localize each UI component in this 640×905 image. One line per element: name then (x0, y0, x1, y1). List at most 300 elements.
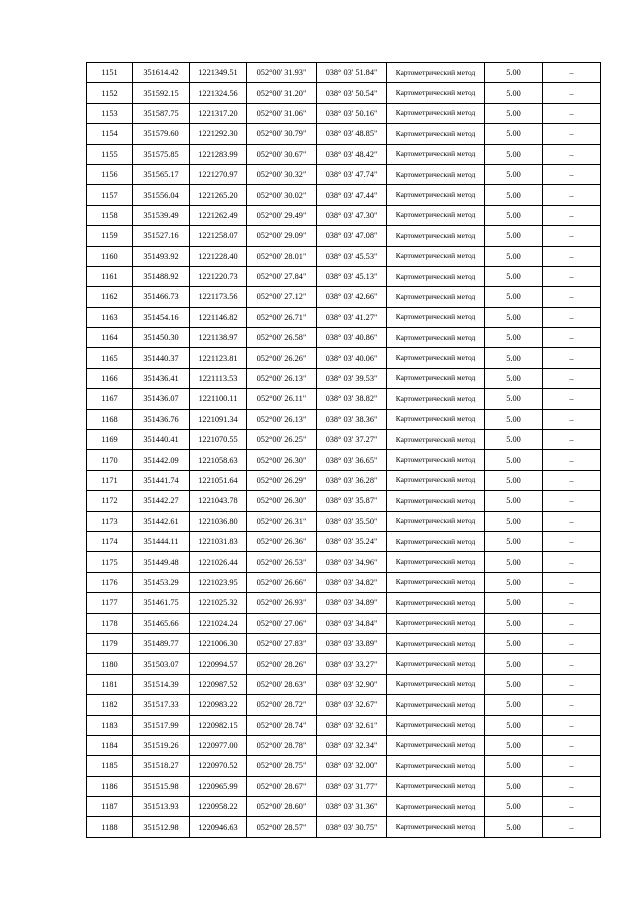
y-coordinate-cell: 1221173.56 (190, 287, 247, 307)
y-coordinate-cell: 1221324.56 (190, 83, 247, 103)
note-cell: – (543, 491, 601, 511)
y-coordinate-cell: 1221349.51 (190, 63, 247, 83)
x-coordinate-cell: 351565.17 (133, 164, 190, 184)
point-number-cell: 1161 (87, 266, 133, 286)
latitude-cell: 052°00' 26.36" (247, 531, 317, 551)
coordinates-table (86, 62, 601, 838)
table-row (87, 776, 601, 796)
method-cell: Картометрический метод (387, 226, 485, 246)
longitude-cell: 038° 03' 32.90" (317, 674, 387, 694)
note-cell: – (543, 246, 601, 266)
point-number-cell: 1156 (87, 164, 133, 184)
table-row (87, 348, 601, 368)
latitude-cell: 052°00' 26.93" (247, 593, 317, 613)
point-number-cell: 1181 (87, 674, 133, 694)
note-cell: – (543, 83, 601, 103)
longitude-cell: 038° 03' 41.27" (317, 307, 387, 327)
accuracy-cell: 5.00 (485, 797, 543, 817)
x-coordinate-cell: 351519.26 (133, 735, 190, 755)
x-coordinate-cell: 351442.27 (133, 491, 190, 511)
longitude-cell: 038° 03' 35.50" (317, 511, 387, 531)
note-cell: – (543, 450, 601, 470)
y-coordinate-cell: 1220965.99 (190, 776, 247, 796)
table-row (87, 430, 601, 450)
longitude-cell: 038° 03' 32.00" (317, 756, 387, 776)
accuracy-cell: 5.00 (485, 164, 543, 184)
note-cell: – (543, 797, 601, 817)
longitude-cell: 038° 03' 45.53" (317, 246, 387, 266)
point-number-cell: 1176 (87, 572, 133, 592)
table-row (87, 470, 601, 490)
point-number-cell: 1174 (87, 531, 133, 551)
note-cell: – (543, 552, 601, 572)
table-row (87, 226, 601, 246)
x-coordinate-cell: 351465.66 (133, 613, 190, 633)
method-cell: Картометрический метод (387, 63, 485, 83)
x-coordinate-cell: 351503.07 (133, 654, 190, 674)
y-coordinate-cell: 1221070.55 (190, 430, 247, 450)
longitude-cell: 038° 03' 35.87" (317, 491, 387, 511)
point-number-cell: 1184 (87, 735, 133, 755)
y-coordinate-cell: 1221146.82 (190, 307, 247, 327)
x-coordinate-cell: 351517.33 (133, 695, 190, 715)
table-row (87, 307, 601, 327)
latitude-cell: 052°00' 27.12" (247, 287, 317, 307)
table-row (87, 572, 601, 592)
accuracy-cell: 5.00 (485, 226, 543, 246)
y-coordinate-cell: 1221026.44 (190, 552, 247, 572)
accuracy-cell: 5.00 (485, 531, 543, 551)
method-cell: Картометрический метод (387, 797, 485, 817)
latitude-cell: 052°00' 26.58" (247, 328, 317, 348)
x-coordinate-cell: 351518.27 (133, 756, 190, 776)
x-coordinate-cell: 351539.49 (133, 205, 190, 225)
point-number-cell: 1179 (87, 633, 133, 653)
latitude-cell: 052°00' 29.49" (247, 205, 317, 225)
point-number-cell: 1167 (87, 389, 133, 409)
note-cell: – (543, 817, 601, 837)
method-cell: Картометрический метод (387, 307, 485, 327)
longitude-cell: 038° 03' 48.42" (317, 144, 387, 164)
table-row (87, 715, 601, 735)
accuracy-cell: 5.00 (485, 654, 543, 674)
y-coordinate-cell: 1221292.30 (190, 124, 247, 144)
method-cell: Картометрический метод (387, 511, 485, 531)
latitude-cell: 052°00' 30.79" (247, 124, 317, 144)
table-row (87, 83, 601, 103)
note-cell: – (543, 328, 601, 348)
latitude-cell: 052°00' 28.78" (247, 735, 317, 755)
x-coordinate-cell: 351441.74 (133, 470, 190, 490)
note-cell: – (543, 164, 601, 184)
note-cell: – (543, 531, 601, 551)
accuracy-cell: 5.00 (485, 695, 543, 715)
longitude-cell: 038° 03' 33.27" (317, 654, 387, 674)
latitude-cell: 052°00' 28.01" (247, 246, 317, 266)
longitude-cell: 038° 03' 47.30" (317, 205, 387, 225)
x-coordinate-cell: 351488.92 (133, 266, 190, 286)
note-cell: – (543, 511, 601, 531)
table-row (87, 613, 601, 633)
latitude-cell: 052°00' 26.66" (247, 572, 317, 592)
point-number-cell: 1173 (87, 511, 133, 531)
table-row (87, 674, 601, 694)
longitude-cell: 038° 03' 30.75" (317, 817, 387, 837)
longitude-cell: 038° 03' 32.61" (317, 715, 387, 735)
latitude-cell: 052°00' 31.20" (247, 83, 317, 103)
accuracy-cell: 5.00 (485, 287, 543, 307)
longitude-cell: 038° 03' 32.67" (317, 695, 387, 715)
y-coordinate-cell: 1220983.22 (190, 695, 247, 715)
method-cell: Картометрический метод (387, 205, 485, 225)
x-coordinate-cell: 351442.61 (133, 511, 190, 531)
table-row (87, 511, 601, 531)
latitude-cell: 052°00' 26.71" (247, 307, 317, 327)
table-row (87, 389, 601, 409)
method-cell: Картометрический метод (387, 552, 485, 572)
method-cell: Картометрический метод (387, 287, 485, 307)
y-coordinate-cell: 1221262.49 (190, 205, 247, 225)
latitude-cell: 052°00' 28.75" (247, 756, 317, 776)
point-number-cell: 1170 (87, 450, 133, 470)
point-number-cell: 1188 (87, 817, 133, 837)
accuracy-cell: 5.00 (485, 185, 543, 205)
latitude-cell: 052°00' 26.29" (247, 470, 317, 490)
method-cell: Картометрический метод (387, 654, 485, 674)
note-cell: – (543, 409, 601, 429)
method-cell: Картометрический метод (387, 103, 485, 123)
y-coordinate-cell: 1221006.30 (190, 633, 247, 653)
note-cell: – (543, 654, 601, 674)
point-number-cell: 1182 (87, 695, 133, 715)
point-number-cell: 1187 (87, 797, 133, 817)
accuracy-cell: 5.00 (485, 817, 543, 837)
point-number-cell: 1180 (87, 654, 133, 674)
point-number-cell: 1158 (87, 205, 133, 225)
longitude-cell: 038° 03' 40.86" (317, 328, 387, 348)
point-number-cell: 1159 (87, 226, 133, 246)
note-cell: – (543, 205, 601, 225)
note-cell: – (543, 756, 601, 776)
accuracy-cell: 5.00 (485, 144, 543, 164)
point-number-cell: 1166 (87, 368, 133, 388)
method-cell: Картометрический метод (387, 144, 485, 164)
longitude-cell: 038° 03' 47.08" (317, 226, 387, 246)
y-coordinate-cell: 1220970.52 (190, 756, 247, 776)
method-cell: Картометрический метод (387, 246, 485, 266)
note-cell: – (543, 144, 601, 164)
point-number-cell: 1177 (87, 593, 133, 613)
longitude-cell: 038° 03' 31.77" (317, 776, 387, 796)
longitude-cell: 038° 03' 39.53" (317, 368, 387, 388)
method-cell: Картометрический метод (387, 348, 485, 368)
method-cell: Картометрический метод (387, 817, 485, 837)
accuracy-cell: 5.00 (485, 430, 543, 450)
accuracy-cell: 5.00 (485, 266, 543, 286)
latitude-cell: 052°00' 28.26" (247, 654, 317, 674)
table-row (87, 756, 601, 776)
note-cell: – (543, 470, 601, 490)
method-cell: Картометрический метод (387, 695, 485, 715)
point-number-cell: 1152 (87, 83, 133, 103)
table-row (87, 103, 601, 123)
accuracy-cell: 5.00 (485, 205, 543, 225)
x-coordinate-cell: 351436.41 (133, 368, 190, 388)
note-cell: – (543, 287, 601, 307)
x-coordinate-cell: 351513.93 (133, 797, 190, 817)
y-coordinate-cell: 1220987.52 (190, 674, 247, 694)
longitude-cell: 038° 03' 34.89" (317, 593, 387, 613)
longitude-cell: 038° 03' 47.74" (317, 164, 387, 184)
point-number-cell: 1171 (87, 470, 133, 490)
x-coordinate-cell: 351454.16 (133, 307, 190, 327)
method-cell: Картометрический метод (387, 328, 485, 348)
table-row (87, 531, 601, 551)
coordinates-table-body (87, 63, 601, 838)
y-coordinate-cell: 1221220.73 (190, 266, 247, 286)
longitude-cell: 038° 03' 35.24" (317, 531, 387, 551)
y-coordinate-cell: 1221043.78 (190, 491, 247, 511)
method-cell: Картометрический метод (387, 715, 485, 735)
y-coordinate-cell: 1220958.22 (190, 797, 247, 817)
note-cell: – (543, 63, 601, 83)
point-number-cell: 1163 (87, 307, 133, 327)
table-row (87, 368, 601, 388)
accuracy-cell: 5.00 (485, 83, 543, 103)
accuracy-cell: 5.00 (485, 246, 543, 266)
table-row (87, 695, 601, 715)
x-coordinate-cell: 351440.41 (133, 430, 190, 450)
method-cell: Картометрический метод (387, 266, 485, 286)
latitude-cell: 052°00' 26.31" (247, 511, 317, 531)
table-row (87, 817, 601, 837)
method-cell: Картометрический метод (387, 470, 485, 490)
note-cell: – (543, 103, 601, 123)
accuracy-cell: 5.00 (485, 328, 543, 348)
note-cell: – (543, 776, 601, 796)
latitude-cell: 052°00' 26.13" (247, 368, 317, 388)
x-coordinate-cell: 351440.37 (133, 348, 190, 368)
latitude-cell: 052°00' 28.72" (247, 695, 317, 715)
x-coordinate-cell: 351466.73 (133, 287, 190, 307)
table-row (87, 633, 601, 653)
accuracy-cell: 5.00 (485, 491, 543, 511)
accuracy-cell: 5.00 (485, 613, 543, 633)
point-number-cell: 1165 (87, 348, 133, 368)
y-coordinate-cell: 1221058.63 (190, 450, 247, 470)
longitude-cell: 038° 03' 34.96" (317, 552, 387, 572)
point-number-cell: 1151 (87, 63, 133, 83)
method-cell: Картометрический метод (387, 430, 485, 450)
y-coordinate-cell: 1221265.20 (190, 185, 247, 205)
y-coordinate-cell: 1220982.15 (190, 715, 247, 735)
y-coordinate-cell: 1221100.11 (190, 389, 247, 409)
longitude-cell: 038° 03' 42.66" (317, 287, 387, 307)
method-cell: Картометрический метод (387, 368, 485, 388)
longitude-cell: 038° 03' 45.13" (317, 266, 387, 286)
method-cell: Картометрический метод (387, 491, 485, 511)
y-coordinate-cell: 1220977.00 (190, 735, 247, 755)
table-row (87, 491, 601, 511)
accuracy-cell: 5.00 (485, 715, 543, 735)
table-row (87, 185, 601, 205)
x-coordinate-cell: 351587.75 (133, 103, 190, 123)
y-coordinate-cell: 1221123.81 (190, 348, 247, 368)
table-row (87, 164, 601, 184)
latitude-cell: 052°00' 31.93" (247, 63, 317, 83)
latitude-cell: 052°00' 27.84" (247, 266, 317, 286)
x-coordinate-cell: 351449.48 (133, 552, 190, 572)
point-number-cell: 1178 (87, 613, 133, 633)
longitude-cell: 038° 03' 36.65" (317, 450, 387, 470)
accuracy-cell: 5.00 (485, 593, 543, 613)
note-cell: – (543, 307, 601, 327)
longitude-cell: 038° 03' 36.28" (317, 470, 387, 490)
x-coordinate-cell: 351517.99 (133, 715, 190, 735)
note-cell: – (543, 368, 601, 388)
y-coordinate-cell: 1221258.07 (190, 226, 247, 246)
table-row (87, 552, 601, 572)
table-row (87, 63, 601, 83)
table-row (87, 735, 601, 755)
y-coordinate-cell: 1221051.64 (190, 470, 247, 490)
y-coordinate-cell: 1221270.97 (190, 164, 247, 184)
latitude-cell: 052°00' 26.30" (247, 491, 317, 511)
longitude-cell: 038° 03' 48.85" (317, 124, 387, 144)
y-coordinate-cell: 1221091.34 (190, 409, 247, 429)
y-coordinate-cell: 1221228.40 (190, 246, 247, 266)
method-cell: Картометрический метод (387, 756, 485, 776)
accuracy-cell: 5.00 (485, 511, 543, 531)
latitude-cell: 052°00' 26.25" (247, 430, 317, 450)
method-cell: Картометрический метод (387, 124, 485, 144)
longitude-cell: 038° 03' 34.84" (317, 613, 387, 633)
point-number-cell: 1185 (87, 756, 133, 776)
latitude-cell: 052°00' 30.32" (247, 164, 317, 184)
note-cell: – (543, 226, 601, 246)
latitude-cell: 052°00' 26.30" (247, 450, 317, 470)
longitude-cell: 038° 03' 40.06" (317, 348, 387, 368)
accuracy-cell: 5.00 (485, 103, 543, 123)
accuracy-cell: 5.00 (485, 674, 543, 694)
y-coordinate-cell: 1221036.80 (190, 511, 247, 531)
accuracy-cell: 5.00 (485, 756, 543, 776)
table-row (87, 654, 601, 674)
x-coordinate-cell: 351515.98 (133, 776, 190, 796)
method-cell: Картометрический метод (387, 633, 485, 653)
latitude-cell: 052°00' 28.60" (247, 797, 317, 817)
latitude-cell: 052°00' 30.67" (247, 144, 317, 164)
table-row (87, 450, 601, 470)
latitude-cell: 052°00' 30.02" (247, 185, 317, 205)
accuracy-cell: 5.00 (485, 124, 543, 144)
method-cell: Картометрический метод (387, 531, 485, 551)
note-cell: – (543, 715, 601, 735)
y-coordinate-cell: 1220946.63 (190, 817, 247, 837)
x-coordinate-cell: 351450.30 (133, 328, 190, 348)
note-cell: – (543, 593, 601, 613)
y-coordinate-cell: 1221317.20 (190, 103, 247, 123)
table-row (87, 797, 601, 817)
note-cell: – (543, 348, 601, 368)
accuracy-cell: 5.00 (485, 348, 543, 368)
table-row (87, 328, 601, 348)
note-cell: – (543, 185, 601, 205)
note-cell: – (543, 266, 601, 286)
y-coordinate-cell: 1220994.57 (190, 654, 247, 674)
table-row (87, 246, 601, 266)
table-row (87, 144, 601, 164)
method-cell: Картометрический метод (387, 409, 485, 429)
method-cell: Картометрический метод (387, 776, 485, 796)
table-row (87, 287, 601, 307)
note-cell: – (543, 735, 601, 755)
latitude-cell: 052°00' 29.09" (247, 226, 317, 246)
accuracy-cell: 5.00 (485, 409, 543, 429)
x-coordinate-cell: 351614.42 (133, 63, 190, 83)
latitude-cell: 052°00' 26.13" (247, 409, 317, 429)
y-coordinate-cell: 1221023.95 (190, 572, 247, 592)
accuracy-cell: 5.00 (485, 735, 543, 755)
method-cell: Картометрический метод (387, 450, 485, 470)
point-number-cell: 1154 (87, 124, 133, 144)
x-coordinate-cell: 351489.77 (133, 633, 190, 653)
x-coordinate-cell: 351592.15 (133, 83, 190, 103)
point-number-cell: 1186 (87, 776, 133, 796)
x-coordinate-cell: 351512.98 (133, 817, 190, 837)
point-number-cell: 1162 (87, 287, 133, 307)
table-row (87, 205, 601, 225)
y-coordinate-cell: 1221283.99 (190, 144, 247, 164)
note-cell: – (543, 389, 601, 409)
note-cell: – (543, 430, 601, 450)
method-cell: Картометрический метод (387, 389, 485, 409)
accuracy-cell: 5.00 (485, 572, 543, 592)
accuracy-cell: 5.00 (485, 633, 543, 653)
longitude-cell: 038° 03' 50.54" (317, 83, 387, 103)
x-coordinate-cell: 351436.07 (133, 389, 190, 409)
accuracy-cell: 5.00 (485, 307, 543, 327)
point-number-cell: 1160 (87, 246, 133, 266)
accuracy-cell: 5.00 (485, 470, 543, 490)
x-coordinate-cell: 351556.04 (133, 185, 190, 205)
x-coordinate-cell: 351444.11 (133, 531, 190, 551)
method-cell: Картометрический метод (387, 572, 485, 592)
latitude-cell: 052°00' 31.06" (247, 103, 317, 123)
x-coordinate-cell: 351579.60 (133, 124, 190, 144)
accuracy-cell: 5.00 (485, 776, 543, 796)
latitude-cell: 052°00' 28.57" (247, 817, 317, 837)
point-number-cell: 1155 (87, 144, 133, 164)
method-cell: Картометрический метод (387, 735, 485, 755)
table-row (87, 409, 601, 429)
latitude-cell: 052°00' 27.06" (247, 613, 317, 633)
longitude-cell: 038° 03' 38.82" (317, 389, 387, 409)
longitude-cell: 038° 03' 34.82" (317, 572, 387, 592)
y-coordinate-cell: 1221113.53 (190, 368, 247, 388)
y-coordinate-cell: 1221138.97 (190, 328, 247, 348)
longitude-cell: 038° 03' 37.27" (317, 430, 387, 450)
table-row (87, 266, 601, 286)
table-row (87, 124, 601, 144)
x-coordinate-cell: 351493.92 (133, 246, 190, 266)
point-number-cell: 1175 (87, 552, 133, 572)
point-number-cell: 1169 (87, 430, 133, 450)
note-cell: – (543, 674, 601, 694)
latitude-cell: 052°00' 28.67" (247, 776, 317, 796)
latitude-cell: 052°00' 28.63" (247, 674, 317, 694)
accuracy-cell: 5.00 (485, 368, 543, 388)
